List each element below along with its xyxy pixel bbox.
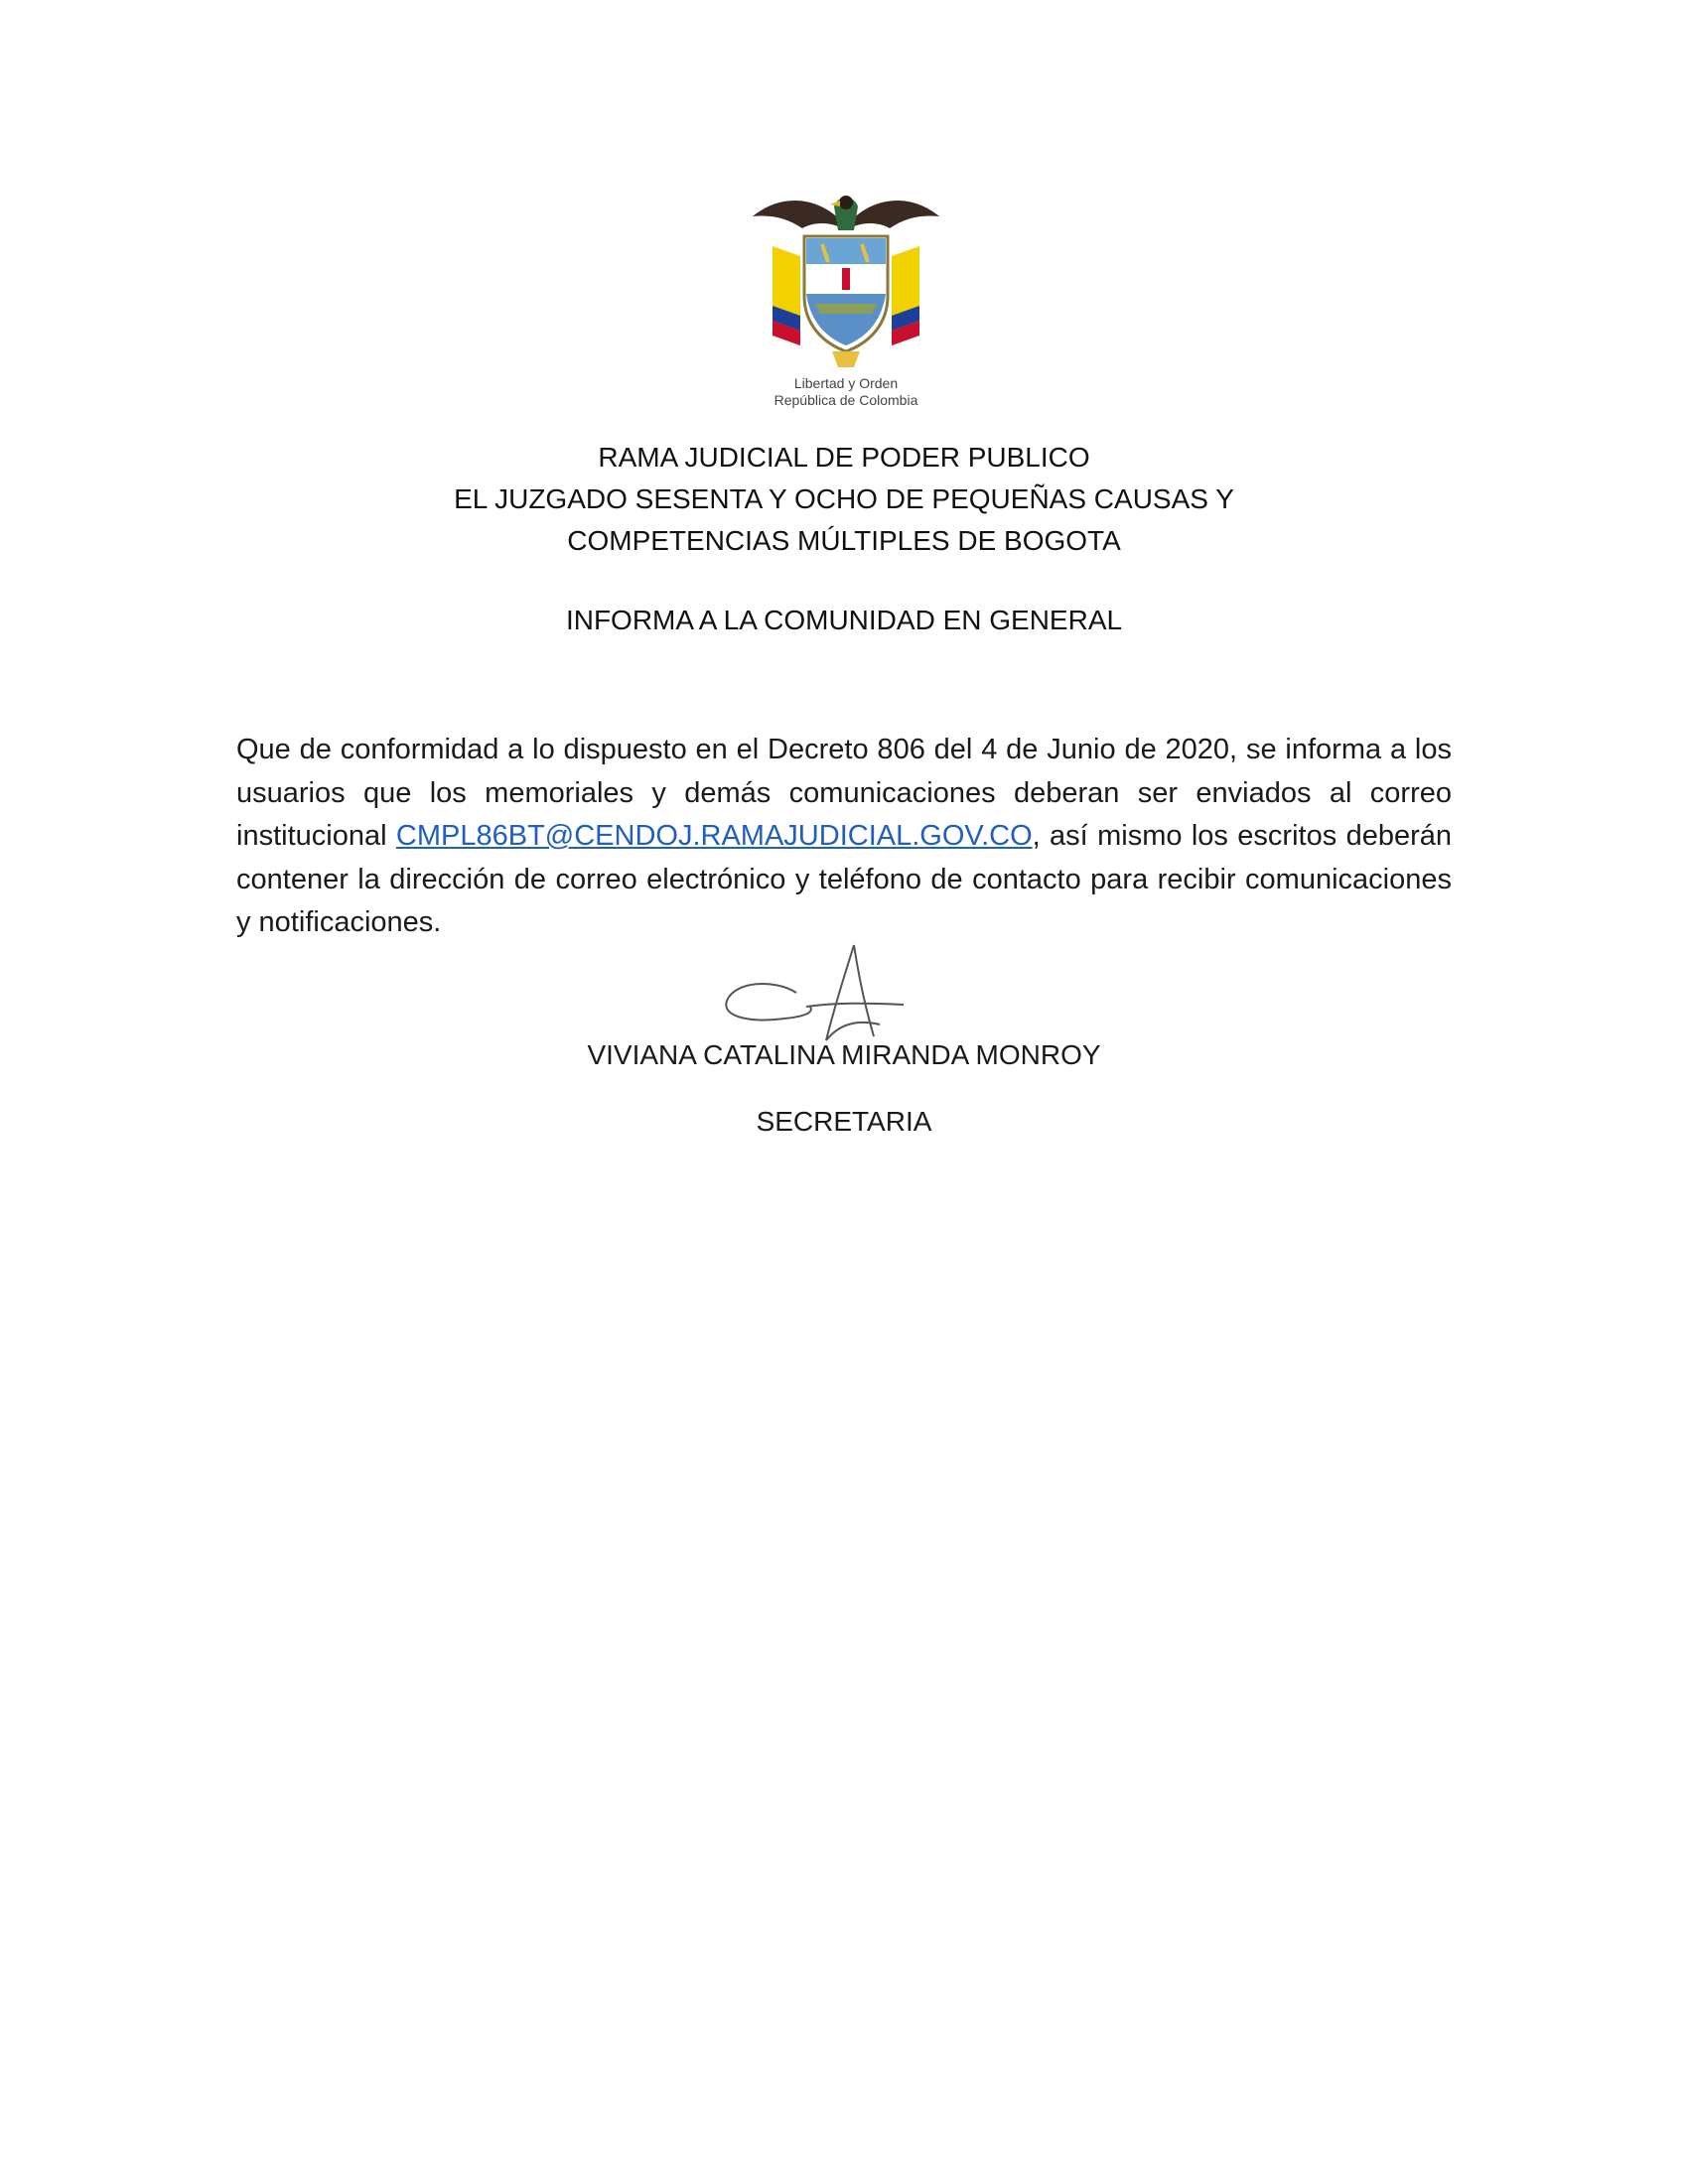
email-link[interactable]: CMPL86BT@CENDOJ.RAMAJUDICIAL.GOV.CO [395, 820, 1033, 852]
signer-role: SECRETARIA [756, 1106, 932, 1137]
notice-text-part1: Que de conformidad a lo dispuesto en el Decreto 806 del 4 de Junio de 2020, se informa a los usuarios que los memoriales y demás comunicaciones deberan ser enviados al correo institucional [236, 734, 1452, 852]
notice-paragraph [236, 729, 1452, 945]
heading-court-line1: EL JUZGADO SESENTA Y OCHO DE PEQUEÑAS CAUSAS Y [454, 483, 1234, 514]
handwritten-signature [715, 941, 953, 1050]
heading-institution: RAMA JUDICIAL DE PODER PUBLICO [598, 442, 1090, 473]
heading-court-line2: COMPETENCIAS MÚLTIPLES DE BOGOTA [567, 525, 1121, 556]
seal-motto: Libertad y Orden [793, 375, 899, 391]
coat-of-arms-image [743, 187, 949, 410]
signer-name: VIVIANA CATALINA MIRANDA MONROY [587, 1039, 1101, 1070]
heading-notice: INFORMA A LA COMUNIDAD EN GENERAL [565, 605, 1123, 635]
notice-text-part2: , así mismo los escritos deberán contener la dirección de correo electrónico y teléfono de contacto para recibir comunicaciones y notificaciones. [236, 820, 1453, 938]
seal-country: República de Colombia [774, 392, 918, 408]
